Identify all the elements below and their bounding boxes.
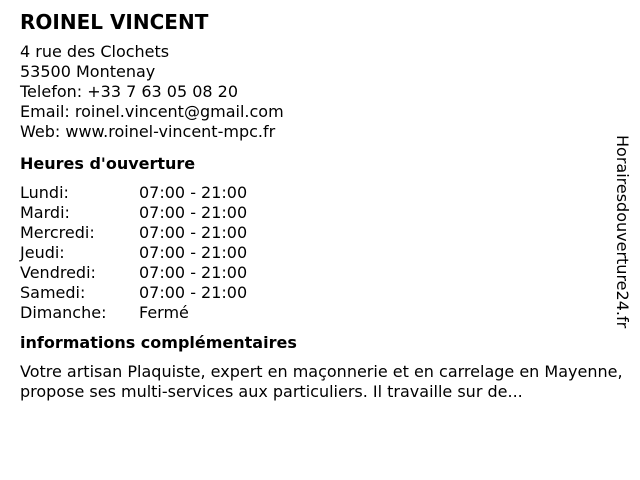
time-value: Fermé bbox=[139, 303, 189, 322]
hours-table bbox=[20, 183, 610, 323]
time-value: 07:00 - 21:00 bbox=[139, 283, 248, 302]
time-value: 07:00 - 21:00 bbox=[139, 203, 248, 222]
day-label: Samedi: bbox=[20, 283, 86, 302]
day-label: Dimanche: bbox=[20, 303, 107, 322]
time-value: 07:00 - 21:00 bbox=[139, 263, 248, 282]
hours-title: Heures d'ouverture bbox=[20, 154, 196, 173]
info-title: informations complémentaires bbox=[20, 333, 297, 352]
day-label: Lundi: bbox=[20, 183, 69, 202]
info-description: Votre artisan Plaquiste, expert en maçonnerie et en carrelage en Mayenne, propose ses multi-services aux particuliers. Il travaille sur de... bbox=[20, 362, 623, 401]
day-label: Mardi: bbox=[20, 203, 70, 222]
hours-row-friday bbox=[20, 263, 610, 283]
day-label: Mercredi: bbox=[20, 223, 95, 242]
address-city: 53500 Montenay bbox=[20, 62, 156, 81]
time-value: 07:00 - 21:00 bbox=[139, 183, 248, 202]
time-value: 07:00 - 21:00 bbox=[139, 243, 248, 262]
hours-row-thursday bbox=[20, 243, 610, 263]
hours-row-saturday bbox=[20, 283, 610, 303]
hours-row-wednesday bbox=[20, 223, 610, 243]
hours-row-sunday bbox=[20, 303, 610, 323]
time-value: 07:00 - 21:00 bbox=[139, 223, 248, 242]
phone-line: Telefon: +33 7 63 05 08 20 bbox=[20, 82, 239, 101]
hours-row-tuesday bbox=[20, 203, 610, 223]
business-name: ROINEL VINCENT bbox=[20, 10, 209, 34]
web-line: Web: www.roinel-vincent-mpc.fr bbox=[20, 122, 276, 141]
email-line: Email: roinel.vincent@gmail.com bbox=[20, 102, 284, 121]
brand-watermark: Horairesdouverture24.fr bbox=[613, 135, 632, 329]
hours-row-monday bbox=[20, 183, 610, 203]
address-street: 4 rue des Clochets bbox=[20, 42, 170, 61]
day-label: Jeudi: bbox=[20, 243, 65, 262]
day-label: Vendredi: bbox=[20, 263, 96, 282]
